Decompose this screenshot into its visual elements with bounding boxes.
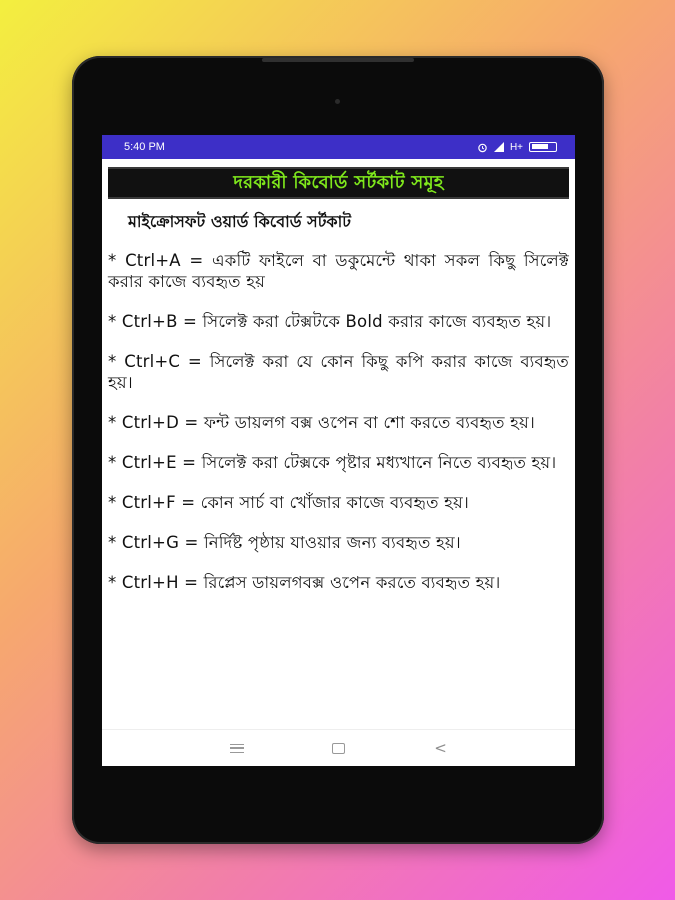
back-button[interactable] bbox=[430, 739, 452, 757]
shortcut-item-ctrl-c: * Ctrl+C = সিলেক্ট করা যে কোন কিছু কপি করার কাজে ব্যবহৃত হয়। bbox=[108, 352, 569, 392]
battery-icon bbox=[529, 142, 557, 152]
home-button[interactable] bbox=[328, 739, 350, 757]
shortcut-item-ctrl-b: * Ctrl+B = সিলেক্ট করা টেক্সটকে Bold করার কাজে ব্যবহৃত হয়। bbox=[108, 312, 552, 331]
recent-apps-button[interactable] bbox=[226, 739, 248, 757]
alarm-icon bbox=[477, 142, 488, 153]
signal-icon bbox=[494, 142, 504, 152]
front-camera bbox=[335, 99, 340, 104]
status-bar bbox=[102, 135, 575, 159]
home-square-icon bbox=[332, 743, 345, 754]
status-icons bbox=[477, 142, 557, 153]
shortcut-item-ctrl-a: * Ctrl+A = একটি ফাইলে বা ডকুমেন্টে থাকা সকল কিছু সিলেক্ট করার কাজে ব্যবহৃত হয় bbox=[108, 251, 569, 291]
header-banner bbox=[108, 167, 569, 199]
shortcut-item-ctrl-h: * Ctrl+H = রিপ্লেস ডায়লগবক্স ওপেন করতে ব্যবহৃত হয়। bbox=[108, 573, 501, 592]
network-type: H+ bbox=[509, 141, 523, 153]
shortcut-item-ctrl-f: * Ctrl+F = কোন সার্চ বা খোঁজার কাজে ব্যবহৃত হয়। bbox=[108, 493, 469, 512]
shortcut-item-ctrl-g: * Ctrl+G = নির্দিষ্ট পৃষ্ঠায় যাওয়ার জন্য ব্যবহৃত হয়। bbox=[108, 533, 461, 552]
device-screen bbox=[102, 135, 575, 766]
navigation-bar bbox=[102, 729, 575, 766]
back-chevron-icon: < bbox=[434, 739, 447, 757]
shortcut-item-ctrl-d: * Ctrl+D = ফন্ট ডায়লগ বক্স ওপেন বা শো করতে ব্যবহৃত হয়। bbox=[108, 413, 535, 432]
shortcut-item-ctrl-e: * Ctrl+E = সিলেক্ট করা টেক্সকে পৃষ্টার মধ্যখানে নিতে ব্যবহৃত হয়। bbox=[108, 453, 557, 472]
section-heading: মাইক্রোসফট ওয়ার্ড কিবোর্ড সর্টকাট bbox=[128, 212, 351, 231]
page-title: দরকারী কিবোর্ড সর্টকাট সমূহ bbox=[233, 171, 444, 193]
status-time: 5:40 PM bbox=[124, 141, 165, 153]
shortcut-list[interactable] bbox=[102, 250, 575, 593]
tablet-top-edge bbox=[262, 58, 414, 62]
menu-lines-icon bbox=[230, 744, 244, 753]
